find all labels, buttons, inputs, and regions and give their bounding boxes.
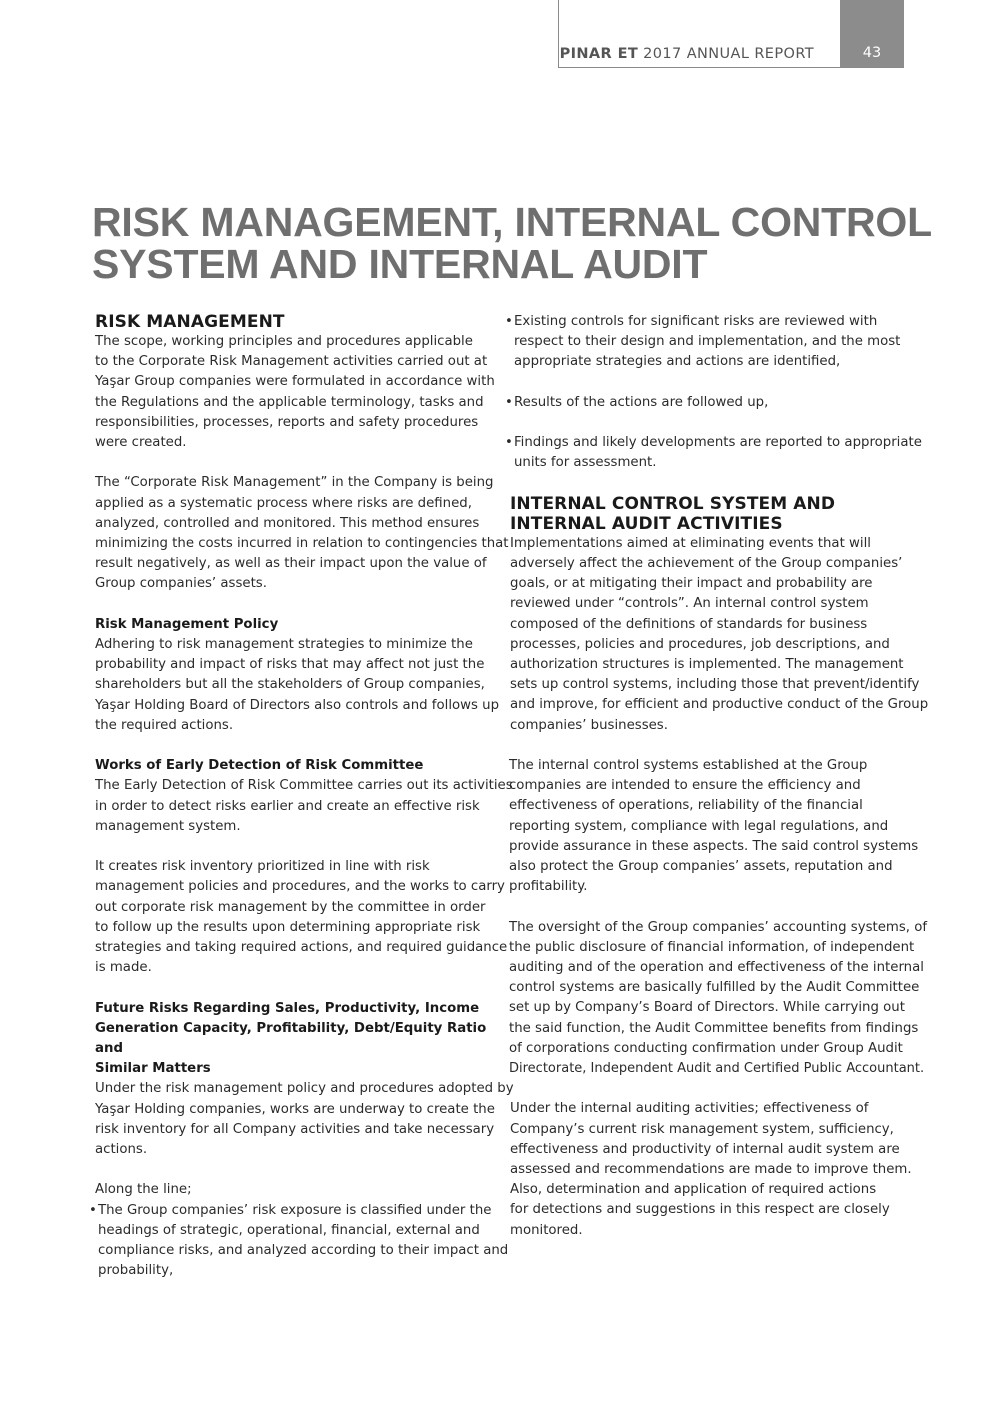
text-line: Group companies’ assets. (95, 576, 267, 592)
page-number: 43 (840, 0, 904, 67)
subheading-future-risks (95, 999, 495, 1080)
text-line: Adhering to risk management strategies to minimize the (95, 637, 473, 653)
paragraph (95, 857, 508, 978)
text-line: shareholders but all the stakeholders of Group companies, (95, 677, 485, 693)
text-line: the Regulations and the applicable terminology, tasks and (95, 394, 484, 410)
text-line: The internal control systems established at the Group (509, 758, 868, 773)
text-line: strategies and taking required actions, and required guidance (95, 940, 508, 956)
paragraph (509, 756, 919, 897)
text-line: The scope, working principles and procedures applicable (95, 334, 473, 349)
text-line: analyzed, controlled and monitored. This method ensures (95, 515, 480, 531)
paragraph (95, 635, 500, 736)
text-line: sets up control systems, including those that prevent/identify (510, 677, 920, 693)
subheading-line: Future Risks Regarding Sales, Productivity, Income (95, 1000, 480, 1016)
text-line: the said function, the Audit Committee benefits from findings (509, 1020, 919, 1036)
text-line: The Group companies’ risk exposure is classified under the (98, 1202, 492, 1218)
text-line: provide assurance in these aspects. The said control systems (509, 838, 919, 854)
page-title-line: SYSTEM AND INTERNAL AUDIT (92, 241, 708, 287)
paragraph (510, 534, 929, 736)
paragraph (95, 332, 495, 453)
text-line: Existing controls for significant risks are reviewed with (514, 314, 878, 329)
subheading-early-detection: Works of Early Detection of Risk Committee (95, 758, 424, 774)
text-line: headings of strategic, operational, financial, external and (98, 1222, 480, 1238)
right-column (505, 312, 929, 1241)
text-line: responsibilities, processes, reports and safety procedures (95, 414, 479, 430)
text-line: the required actions. (95, 717, 234, 733)
text-line: Also, determination and application of required actions (510, 1182, 877, 1198)
text-line: adversely affect the achievement of the Group companies’ (510, 555, 903, 571)
section-heading-line: INTERNAL CONTROL SYSTEM AND (510, 493, 836, 514)
page-title (92, 201, 972, 285)
text-line: Yaşar Holding companies, works are underway to create the (95, 1101, 495, 1117)
text-line: Results of the actions are followed up, (514, 394, 769, 410)
text-line: appropriate strategies and actions are identified, (514, 354, 841, 370)
section-heading-line: INTERNAL AUDIT ACTIVITIES (510, 513, 783, 534)
text-line: for detections and suggestions in this respect are closely (510, 1202, 890, 1218)
text-line: result negatively, as well as their impact upon the value of (95, 556, 487, 572)
text-line: authorization structures is implemented. The management (510, 657, 904, 672)
text-line: in order to detect risks earlier and create an effective risk (95, 798, 480, 814)
section-heading-internal-control (510, 494, 905, 534)
text-line: set up by Company’s Board of Directors. While carrying out (509, 1000, 905, 1016)
text-line: companies’ businesses. (510, 717, 668, 733)
text-line: goals, or at mitigating their impact and probability are (510, 576, 873, 592)
text-line: The “Corporate Risk Management” in the Company is being (95, 475, 494, 491)
left-column (89, 312, 514, 1281)
along-the-line-text: Along the line; (95, 1182, 192, 1198)
paragraph (95, 1079, 514, 1160)
text-line: reviewed under “controls”. An internal control system (510, 596, 869, 612)
subheading-risk-management-policy: Risk Management Policy (95, 616, 279, 632)
bullet-icon: • (89, 1202, 97, 1218)
text-line: to the Corporate Risk Management activities carried out at (95, 354, 488, 370)
text-line: profitability. (509, 879, 588, 895)
text-line: risk inventory for all Company activities and take necessary (95, 1121, 495, 1137)
brand-name: PINAR ET (559, 46, 639, 62)
text-line: Yaşar Holding Board of Directors also controls and follows up (95, 697, 500, 713)
text-line: of corporations conducting confirmation under Group Audit (509, 1040, 903, 1056)
bullet-icon: • (505, 394, 513, 410)
text-line: effectiveness and productivity of internal audit system are (510, 1141, 900, 1157)
bullet-item (505, 312, 905, 373)
text-line: applied as a systematic process where risks are defined, (95, 495, 472, 511)
page-title-line: RISK MANAGEMENT, INTERNAL CONTROL (92, 199, 932, 245)
report-name: 2017 ANNUAL REPORT (638, 46, 814, 62)
text-line: The Early Detection of Risk Committee carries out its activities (95, 778, 513, 794)
text-line: management policies and procedures, and the works to carry (95, 879, 505, 895)
text-line: The oversight of the Group companies’ accounting systems, of (509, 919, 928, 935)
text-line: Implementations aimed at eliminating events that will (510, 535, 871, 551)
report-title (560, 46, 814, 62)
text-line: Yaşar Group companies were formulated in accordance with (95, 374, 495, 390)
text-line: auditing and of the operation and effectiveness of the internal (509, 960, 924, 976)
text-line: probability and impact of risks that may affect not just the (95, 657, 485, 673)
text-line: is made. (95, 960, 152, 976)
text-line: effectiveness of operations, reliability of the financial (509, 798, 863, 814)
text-line: also protect the Group companies’ assets, reputation and (509, 859, 893, 875)
paragraph (95, 473, 509, 594)
text-line: were created. (95, 435, 187, 451)
text-line: and improve, for efficient and productive conduct of the Group (510, 697, 929, 713)
text-line: assessed and recommendations are made to improve them. (510, 1162, 912, 1178)
subheading-line: Similar Matters (95, 1061, 211, 1077)
text-line: probability, (98, 1263, 174, 1279)
paragraph (509, 918, 928, 1080)
text-line: the public disclosure of financial information, of independent (509, 939, 915, 955)
text-line: Company’s current risk management system, sufficiency, (510, 1121, 894, 1137)
text-line: monitored. (510, 1222, 583, 1238)
bullet-item (505, 433, 922, 473)
section-heading-risk-management: RISK MANAGEMENT (95, 312, 285, 332)
bullet-icon: • (505, 314, 513, 329)
text-line: It creates risk inventory prioritized in line with risk (95, 859, 430, 875)
bullet-item (89, 1201, 509, 1282)
paragraph (95, 776, 513, 837)
text-line: Findings and likely developments are reported to appropriate (514, 435, 922, 451)
text-line: processes, policies and procedures, job descriptions, and (510, 636, 890, 652)
text-line: Under the internal auditing activities; effectiveness of (510, 1101, 869, 1117)
bullet-item (505, 393, 905, 413)
text-line: management system. (95, 818, 241, 834)
text-line: minimizing the costs incurred in relation to contingencies that (95, 536, 509, 552)
text-line: Under the risk management policy and procedures adopted by (95, 1081, 514, 1097)
text-line: composed of the definitions of standards for business (510, 616, 868, 632)
subheading-line: Generation Capacity, Profitability, Debt/Equity Ratio and (95, 1020, 487, 1057)
text-line: to follow up the results upon determining appropriate risk (95, 919, 481, 935)
text-line: out corporate risk management by the committee in order (95, 899, 486, 915)
paragraph (510, 1099, 912, 1240)
text-line: actions. (95, 1142, 148, 1158)
text-line: compliance risks, and analyzed according to their impact and (98, 1243, 509, 1259)
text-line: control systems are basically fulfilled by the Audit Committee (509, 980, 920, 996)
text-line: units for assessment. (514, 455, 657, 471)
bullet-icon: • (505, 435, 513, 451)
text-line: respect to their design and implementation, and the most (514, 334, 901, 350)
text-line: Directorate, Independent Audit and Certified Public Accountant. (509, 1061, 925, 1077)
text-line: reporting system, compliance with legal regulations, and (509, 818, 889, 834)
text-line: companies are intended to ensure the efficiency and (509, 778, 861, 794)
page-header (558, 0, 904, 68)
